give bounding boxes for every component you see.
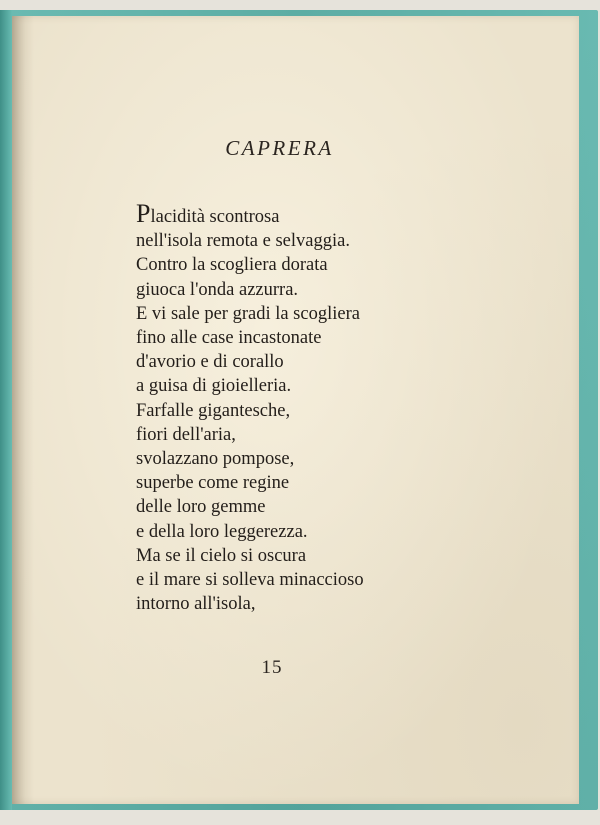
- poem-line: giuoca l'onda azzurra.: [136, 279, 299, 300]
- drop-cap-initial: P: [136, 199, 151, 228]
- poem-line: e il mare si solleva minaccioso: [136, 570, 364, 591]
- poem-line: delle loro gemme: [136, 497, 266, 518]
- poem-line: Ma se il cielo si oscura: [136, 545, 307, 566]
- page-number: 15: [261, 657, 283, 678]
- poem-line: fiori dell'aria,: [136, 424, 236, 445]
- gutter-shadow: [12, 16, 34, 804]
- poem-line: intorno all'isola,: [136, 594, 256, 615]
- poem-title: CAPRERA: [225, 136, 334, 160]
- poem-line: a guisa di gioielleria.: [136, 376, 292, 397]
- poem-line: nell'isola remota e selvaggia.: [136, 231, 350, 252]
- poem-line-first: [136, 199, 556, 229]
- poem-line: e della loro leggerezza.: [136, 521, 308, 542]
- poem-line: Contro la scogliera dorata: [136, 255, 328, 276]
- first-line-rest: lacidità scontrosa: [150, 207, 280, 227]
- poem-line: superbe come regine: [136, 473, 290, 494]
- poem-line: svolazzano pompose,: [136, 449, 295, 470]
- book-spine: [0, 10, 12, 810]
- poem-body: [136, 199, 556, 616]
- poem-line: Farfalle gigantesche,: [136, 400, 291, 421]
- poem-line: d'avorio e di corallo: [136, 352, 284, 373]
- poem-line: fino alle case incastonate: [136, 328, 322, 349]
- book-page: [12, 16, 579, 804]
- poem-line: E vi sale per gradi la scogliera: [136, 303, 360, 324]
